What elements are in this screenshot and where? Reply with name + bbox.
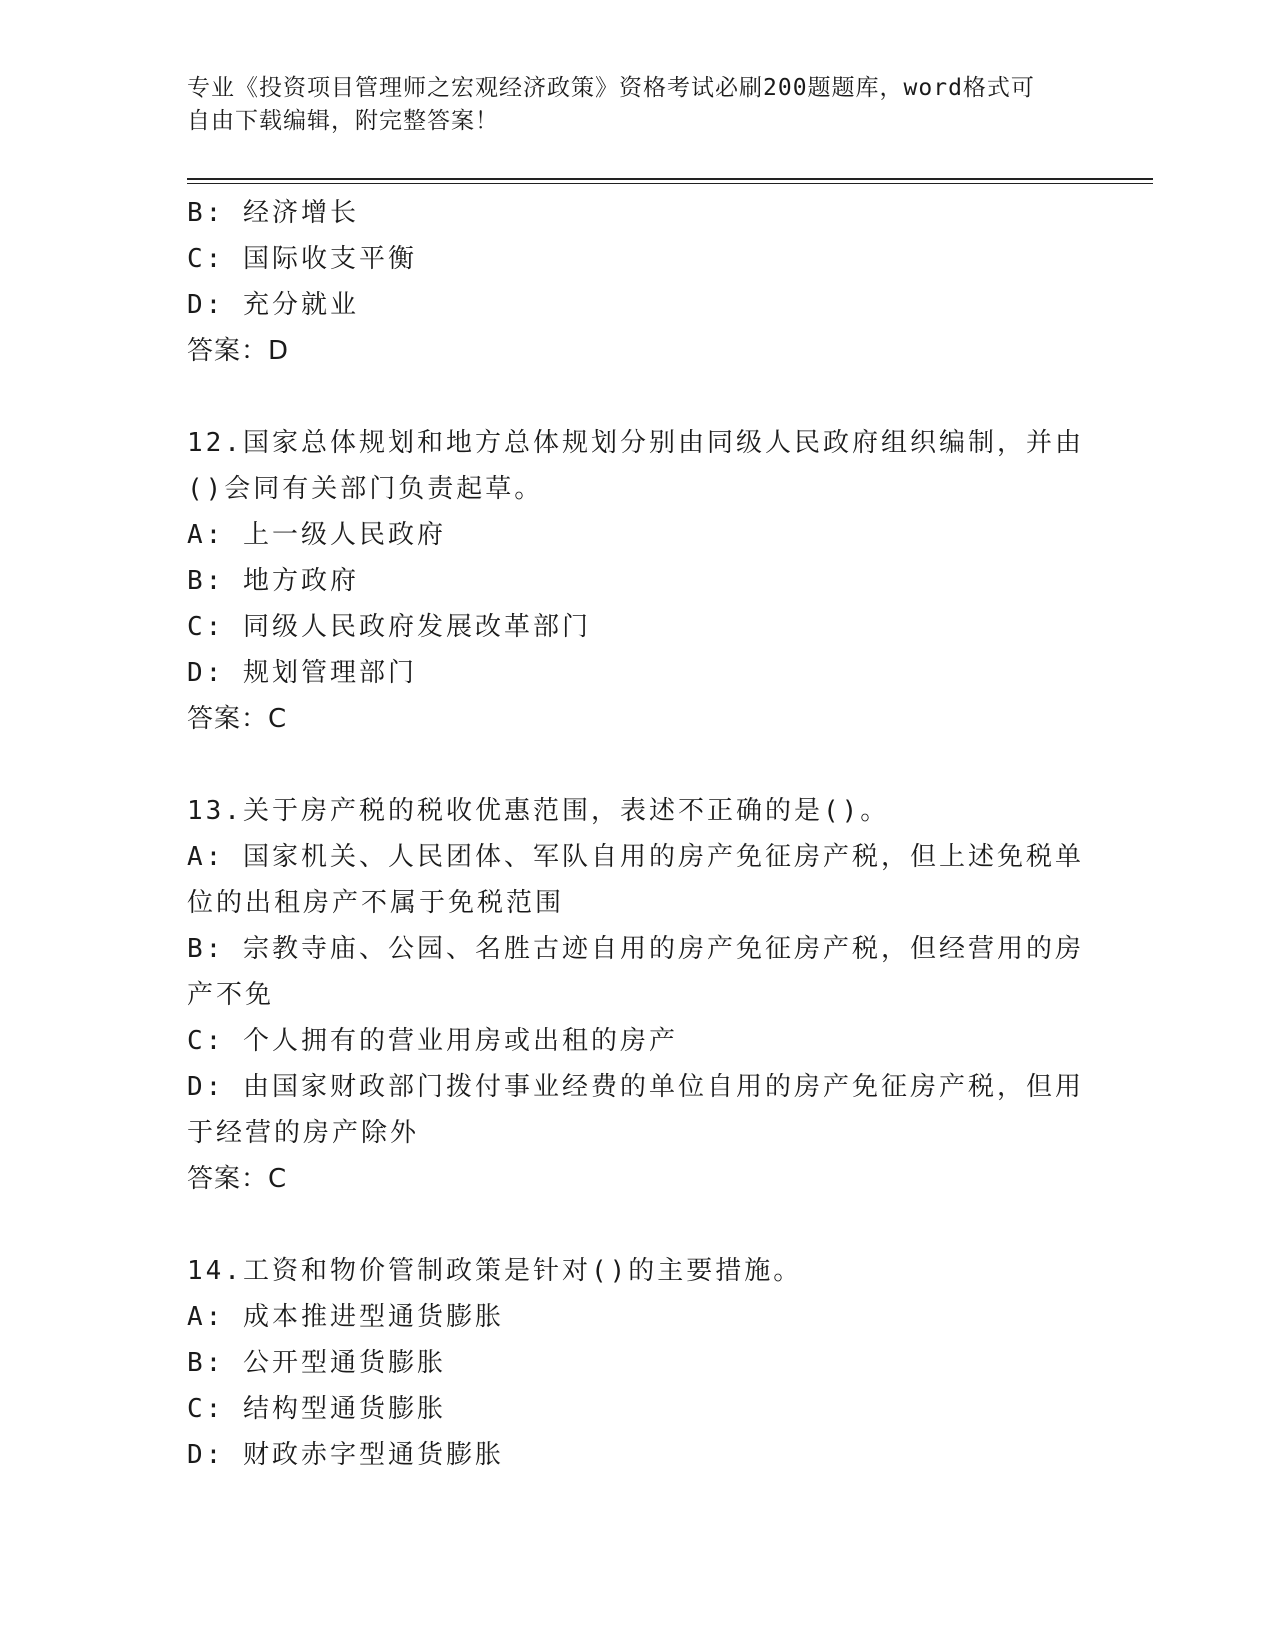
q13-answer: 答案：C: [187, 1164, 288, 1194]
q13-option-b-line-1: B: 宗教寺庙、公园、名胜古迹自用的房产免征房产税，但经营用的房: [187, 934, 1084, 964]
q13-stem: 13.关于房产税的税收优惠范围，表述不正确的是()。: [187, 796, 890, 826]
q14-option-b: B: 公开型通货膨胀: [187, 1348, 446, 1378]
q12-option-a: A: 上一级人民政府: [187, 520, 446, 550]
q12-stem-line-2: ()会同有关部门负责起草。: [187, 474, 544, 504]
q11-option-d: D: 充分就业: [187, 290, 359, 320]
spacer: [187, 1202, 1087, 1248]
q14-option-a: A: 成本推进型通货膨胀: [187, 1302, 504, 1332]
spacer: [187, 374, 1087, 420]
q13-option-a-line-1: A: 国家机关、人民团体、军队自用的房产免征房产税，但上述免税单: [187, 842, 1084, 872]
header-divider: [187, 178, 1153, 184]
q11-option-b: B: 经济增长: [187, 198, 359, 228]
header-line-2: 自由下载编辑，附完整答案！: [187, 108, 499, 134]
q11-answer: 答案：D: [187, 336, 290, 366]
q11-option-c: C: 国际收支平衡: [187, 244, 417, 274]
q12-stem-line-1: 12.国家总体规划和地方总体规划分别由同级人民政府组织编制，并由: [187, 428, 1084, 458]
q12-option-c: C: 同级人民政府发展改革部门: [187, 612, 591, 642]
q14-option-c: C: 结构型通货膨胀: [187, 1394, 446, 1424]
q12-answer: 答案：C: [187, 704, 288, 734]
spacer: [187, 742, 1087, 788]
question-12: [187, 420, 1087, 742]
q12-option-d: D: 规划管理部门: [187, 658, 417, 688]
q12-option-b: B: 地方政府: [187, 566, 359, 596]
q14-stem: 14.工资和物价管制政策是针对()的主要措施。: [187, 1256, 803, 1286]
q13-option-d-line-1: D: 由国家财政部门拨付事业经费的单位自用的房产免征房产税，但用: [187, 1072, 1084, 1102]
question-13: [187, 788, 1087, 1202]
question-list: [187, 190, 1087, 1478]
q13-option-b-line-2: 产不免: [187, 980, 275, 1010]
q13-option-d-line-2: 于经营的房产除外: [187, 1118, 420, 1148]
question-14: [187, 1248, 1087, 1478]
document-header: [187, 72, 1087, 138]
q13-option-c: C: 个人拥有的营业用房或出租的房产: [187, 1026, 678, 1056]
header-line-1: 专业《投资项目管理师之宏观经济政策》资格考试必刷200题题库，word格式可: [187, 75, 1035, 101]
q14-option-d: D: 财政赤字型通货膨胀: [187, 1440, 504, 1470]
q13-option-a-line-2: 位的出租房产不属于免税范围: [187, 888, 565, 918]
question-11: [187, 190, 1087, 374]
